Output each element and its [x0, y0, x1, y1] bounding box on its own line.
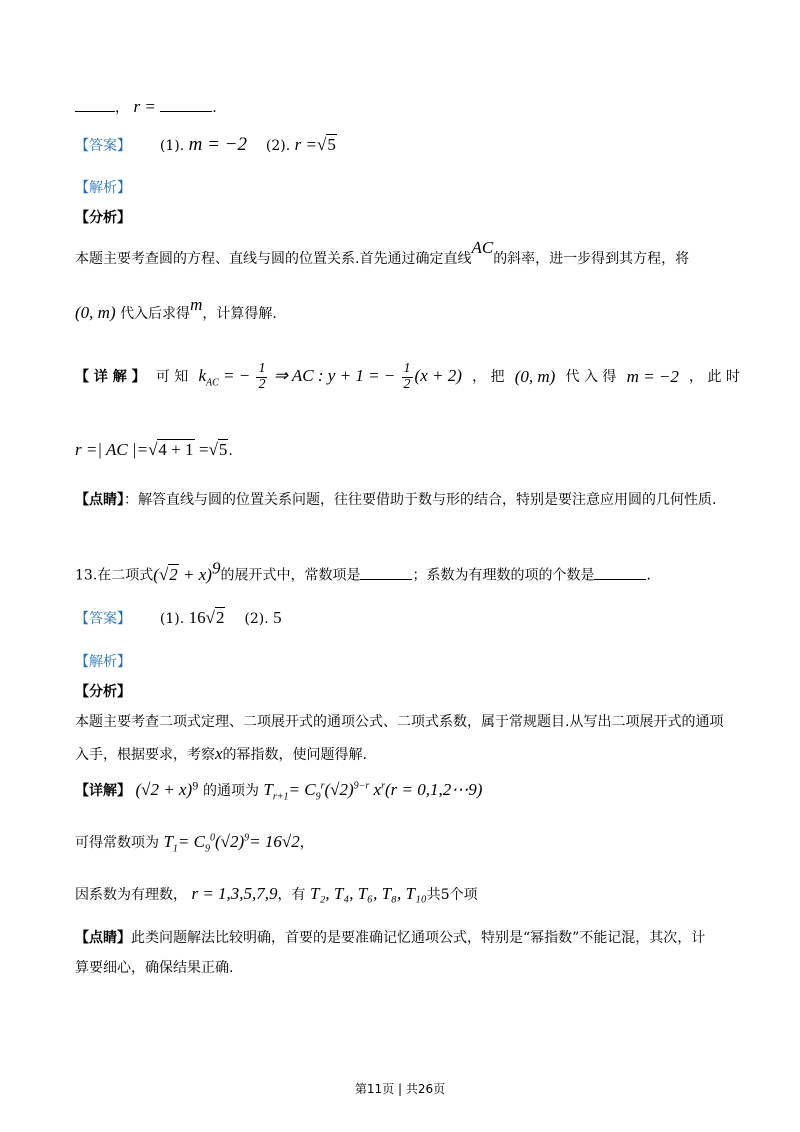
- stem-expr: $(√2 + x)^9$: [153, 558, 221, 584]
- xj-mid: (√2): [324, 780, 354, 799]
- q13-answer: 【答案】 (1). 16√2 (2). 5: [75, 608, 282, 627]
- fenxi-text-1: 本题主要考查圆的方程、直线与圆的位置关系.首先通过确定直线: [75, 251, 472, 267]
- q12-r-line: r =| AC |=√4 + 1 =√5.: [75, 440, 233, 459]
- q12-dianjing: [75, 492, 740, 509]
- r-sqrt1: 4 + 1: [158, 440, 194, 459]
- xj-rsup: r: [381, 780, 385, 792]
- xj-Csup: r: [320, 780, 325, 792]
- period: .: [212, 100, 217, 116]
- q12-blank-line: [75, 97, 740, 117]
- q13-fenxi-line1: 本题主要考查二项式定理、二项展开式的通项公式、二项式系数，属于常规题目.从写出二项展开式的通项: [75, 714, 724, 730]
- r-end: .: [228, 443, 233, 459]
- rational-you: ，有: [277, 887, 306, 903]
- eq2: ⇒ AC : y + 1 = −: [273, 366, 396, 386]
- fenxi-text-4: ，计算得解.: [202, 306, 277, 322]
- rational-r: r = 1,3,5,7,9: [191, 884, 278, 903]
- dianjing13-line1: 此类问题解法比较明确，首要的是要准确记忆通项公式，特别是“幂指数”不能记混，其次，计: [131, 930, 706, 946]
- xiangjie-cishi: ， 此 时: [689, 368, 740, 385]
- fenxi-text-3: 代入后求得: [120, 306, 191, 322]
- xj-tail: (r = 0,1,2⋯9): [384, 780, 483, 799]
- answer-tag-13: 【答案】: [75, 611, 131, 627]
- fraction-2: [402, 362, 413, 392]
- eq3: (x + 2): [414, 366, 462, 386]
- xj-Tsub: r+1: [272, 791, 289, 803]
- answer13-p1-sqrt: 2: [215, 608, 225, 627]
- const-Tsub: 1: [172, 843, 178, 855]
- q13-dianjing-line1: [75, 930, 740, 947]
- jiexi-tag-13: 【解析】: [75, 654, 131, 670]
- const-text: 可得常数项为: [75, 835, 159, 851]
- blank-const: [360, 567, 412, 580]
- r-sqrt2: 5: [218, 440, 228, 459]
- q13-xiangjie: [75, 780, 740, 803]
- const-exp: 9: [244, 832, 250, 844]
- xj-eq: = C: [288, 780, 316, 799]
- r-label: r =: [133, 97, 156, 116]
- xj-text: 的通项为: [202, 783, 259, 799]
- q13-dianjing-line2: 算要细心，确保结果正确.: [75, 960, 234, 976]
- q12-xiangjie: [75, 362, 740, 392]
- const-mid: (√2): [214, 832, 245, 851]
- stem-exp: 9: [211, 558, 221, 577]
- answer13-p1-label: (1).: [159, 611, 185, 627]
- fenxi-point: (0, m): [75, 303, 116, 322]
- q13-rational-line: [75, 884, 740, 904]
- blank-count: [594, 567, 646, 580]
- r-eq: =: [198, 440, 209, 459]
- k-sub: AC: [206, 377, 219, 389]
- frac-num-2: 1: [403, 361, 411, 376]
- answer-part2-sqrt: 5: [327, 135, 336, 154]
- fenxi13-b: 的幂指数，使问题得解.: [222, 747, 367, 763]
- xiangjie-formula: [198, 362, 461, 392]
- answer-part2-label: (2).: [265, 138, 291, 154]
- frac-num: 1: [258, 361, 266, 376]
- jiexi-tag-12: 【解析】: [75, 180, 131, 196]
- fenxi13-x: x: [215, 744, 223, 763]
- rational-text: 因系数为有理数，: [75, 887, 187, 903]
- fenxi-tag-12: 【分析】: [75, 210, 131, 226]
- stem-2: 的展开式中，常数项是: [220, 567, 361, 584]
- fenxi13-a: 入手，根据要求，考察: [75, 747, 215, 763]
- answer-part2-pre: r =: [294, 135, 317, 154]
- xj-expr: (√2 + x): [135, 780, 193, 799]
- xiangjie-dairu: 代 入 得: [565, 368, 617, 385]
- q13-fenxi-line2: [75, 744, 740, 764]
- r-line-pre: r =| AC |=: [75, 440, 149, 459]
- const-Csub: 9: [204, 843, 210, 855]
- const-eq: = C: [177, 832, 205, 851]
- answer13-p2-label: (2).: [244, 611, 269, 627]
- eq1: = −: [223, 366, 251, 386]
- const-res: = 16√2: [249, 832, 300, 851]
- stem-open: (: [153, 564, 159, 584]
- answer13-p1-pre: 16: [188, 608, 206, 627]
- frac-den-2: 2: [403, 376, 411, 392]
- stem-sqrt: 2: [169, 564, 178, 584]
- xj-formula: [263, 780, 483, 803]
- xj-T: T: [263, 780, 273, 799]
- xiangjie-tag-12: 【 详 解 】: [75, 368, 146, 385]
- const-Csup: 0: [209, 832, 215, 844]
- frac-den: 2: [258, 376, 266, 392]
- xj-Csub: 9: [315, 791, 321, 803]
- q13-stem: [75, 558, 740, 585]
- stem-3: ；系数为有理数的项的个数是: [412, 567, 595, 584]
- xiangjie-ba: ， 把: [472, 368, 505, 385]
- const-formula: [163, 832, 300, 855]
- xj-exp2: 9−r: [353, 780, 370, 792]
- dianjing-tag-12: 【点睛】: [75, 492, 124, 508]
- q13-const-line: [75, 832, 740, 855]
- k-symbol: k: [198, 366, 206, 386]
- xj-xr: x: [369, 780, 382, 799]
- blank-r: [160, 99, 212, 112]
- fenxi-text-2: 的斜率，进一步得到其方程，将: [493, 251, 690, 267]
- answer-tag: 【答案】: [75, 138, 131, 154]
- xiangjie-m: m = −2: [626, 366, 679, 386]
- comma: ，: [115, 100, 129, 116]
- stem-4: .: [646, 567, 651, 584]
- q12-fenxi-line1: [75, 238, 740, 268]
- rational-terms: T₂, T₄, T₆, T₈, T₁₀: [310, 884, 427, 903]
- answer13-p2-val: 5: [273, 608, 282, 627]
- blank-m: [75, 99, 115, 112]
- xiangjie-tag-13: 【详解】: [75, 783, 131, 799]
- answer-part1: m = −2: [188, 134, 248, 155]
- dianjing-tag-13: 【点睛】: [75, 930, 131, 946]
- xj-exp: 9: [192, 781, 199, 793]
- dianjing-text-12: ：解答直线与圆的位置关系问题，往往要借助于数与形的结合，特别是要注意应用圆的几何性质.: [124, 492, 717, 508]
- page-footer: 第11页 | 共26页: [354, 1082, 446, 1096]
- xiangjie-keji: 可 知: [155, 368, 189, 385]
- q12-answer: 【答案】 (1). m = −2 (2). r =√5: [75, 134, 336, 155]
- stem-rest: + x): [178, 564, 212, 584]
- answer-part1-label: (1).: [159, 138, 185, 154]
- q12-fenxi-line2: [75, 295, 740, 323]
- const-end: ，: [299, 835, 314, 851]
- fenxi-m: m: [190, 295, 203, 314]
- fraction-1: [256, 362, 267, 392]
- fenxi-tag-13: 【分析】: [75, 684, 131, 700]
- stem-1: 13.在二项式: [75, 567, 154, 584]
- fenxi-ac: AC: [471, 238, 494, 257]
- const-T: T: [163, 832, 173, 851]
- rational-end: 共5个项: [426, 887, 478, 903]
- xiangjie-point: (0, m): [514, 366, 556, 386]
